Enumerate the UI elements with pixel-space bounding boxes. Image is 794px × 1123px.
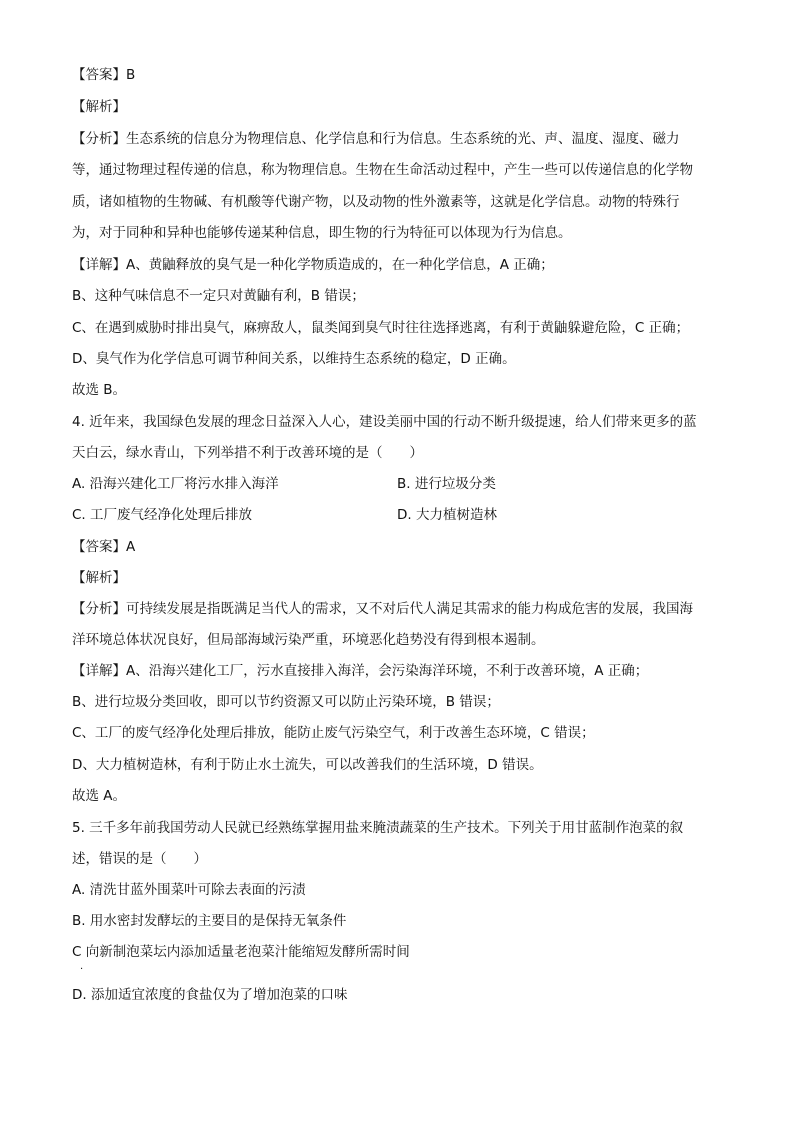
q3-analysis-line-1: 【分析】生态系统的信息分为物理信息、化学信息和行为信息。生态系统的光、声、温度、湿度、磁力 bbox=[72, 131, 680, 147]
q4-detail-a: 【详解】A、沿海兴建化工厂，污水直接排入海洋，会污染海洋环境，不利于改善环境，A 正确； bbox=[72, 663, 649, 679]
q3-analysis-line-3: 质，诸如植物的生物碱、有机酸等代谢产物，以及动物的性外激素等，这就是化学信息。动物的特殊行 bbox=[72, 194, 680, 210]
q3-analysis-line-4: 为，对于同种和异种也能够传递某种信息，即生物的行为特征可以体现为行为信息。 bbox=[72, 225, 572, 241]
q4-analysis-line-2: 洋环境总体状况良好，但局部海域污染严重，环境恶化趋势没有得到根本遏制。 bbox=[72, 632, 545, 648]
q4-option-a: A. 沿海兴建化工厂将污水排入海洋 bbox=[72, 476, 279, 492]
q4-analysis-heading-text: 解析 bbox=[85, 570, 113, 586]
q3-analysis-line-2: 等，通过物理过程传递的信息，称为物理信息。生物在生命活动过程中，产生一些可以传递信息的化学物 bbox=[72, 162, 693, 178]
q4-detail-b: B、进行垃圾分类回收，即可以节约资源又可以防止污染环境，B 错误； bbox=[72, 694, 500, 710]
q5-option-b: B. 用水密封发酵坛的主要目的是保持无氧条件 bbox=[72, 913, 347, 929]
q4-analysis-heading: 【解析】 bbox=[72, 570, 126, 586]
q4-option-b: B. 进行垃圾分类 bbox=[397, 476, 496, 492]
q3-conclusion: 故选 B。 bbox=[72, 382, 127, 398]
q3-detail-d: D、臭气作为化学信息可调节种间关系，以维持生态系统的稳定，D 正确。 bbox=[72, 351, 516, 367]
q4-stem-line-1: 4. 近年来，我国绿色发展的理念日益深入人心，建设美丽中国的行动不断升级提速，给人们带来更多的蓝 bbox=[72, 414, 697, 430]
q3-answer: 【答案】B bbox=[72, 67, 136, 83]
q4-option-d: D. 大力植树造林 bbox=[397, 507, 497, 523]
q3-analysis-heading: 【解析】 bbox=[72, 99, 126, 115]
q4-detail-d: D、大力植树造林，有利于防止水土流失，可以改善我们的生活环境，D 错误。 bbox=[72, 757, 543, 773]
q4-detail-c: C、工厂的废气经净化处理后排放，能防止废气污染空气，利于改善生态环境，C 错误； bbox=[72, 725, 595, 741]
q4-analysis-line-1: 【分析】可持续发展是指既满足当代人的需求，又不对后代人满足其需求的能力构成危害的发展，我国海 bbox=[72, 601, 693, 617]
q5-option-a: A. 清洗甘蓝外围菜叶可除去表面的污渍 bbox=[72, 882, 306, 898]
q4-conclusion: 故选 A。 bbox=[72, 788, 127, 804]
q5-stem-line-2: 述，错误的是（ ） bbox=[72, 851, 207, 867]
q5-option-c: C 向新制泡菜坛内添加适量老泡菜汁能缩短发酵所需时间 bbox=[72, 944, 410, 960]
q3-detail-b: B、这种气味信息不一定只对黄鼬有利，B 错误； bbox=[72, 288, 365, 304]
q5-stem-line-1: 5. 三千多年前我国劳动人民就已经熟练掌握用盐来腌渍蔬菜的生产技术。下列关于用甘蓝制作泡菜的叙 bbox=[72, 820, 684, 836]
q4-answer: 【答案】A bbox=[72, 539, 136, 555]
stray-mark: . bbox=[80, 961, 84, 972]
q3-detail-a: 【详解】A、黄鼬释放的臭气是一种化学物质造成的，在一种化学信息，A 正确； bbox=[72, 257, 554, 273]
q3-detail-c: C、在遇到威胁时排出臭气，麻痹敌人，鼠类闻到臭气时往往选择逃离，有利于黄鼬躲避危险，C 正确； bbox=[72, 320, 690, 336]
q5-option-d: D. 添加适宜浓度的食盐仅为了增加泡菜的口味 bbox=[72, 987, 348, 1003]
q3-analysis-heading-text: 解析 bbox=[85, 99, 113, 115]
q4-stem-line-2: 天白云，绿水青山，下列举措不利于改善环境的是（ ） bbox=[72, 445, 423, 461]
q4-option-c: C. 工厂废气经净化处理后排放 bbox=[72, 507, 253, 523]
